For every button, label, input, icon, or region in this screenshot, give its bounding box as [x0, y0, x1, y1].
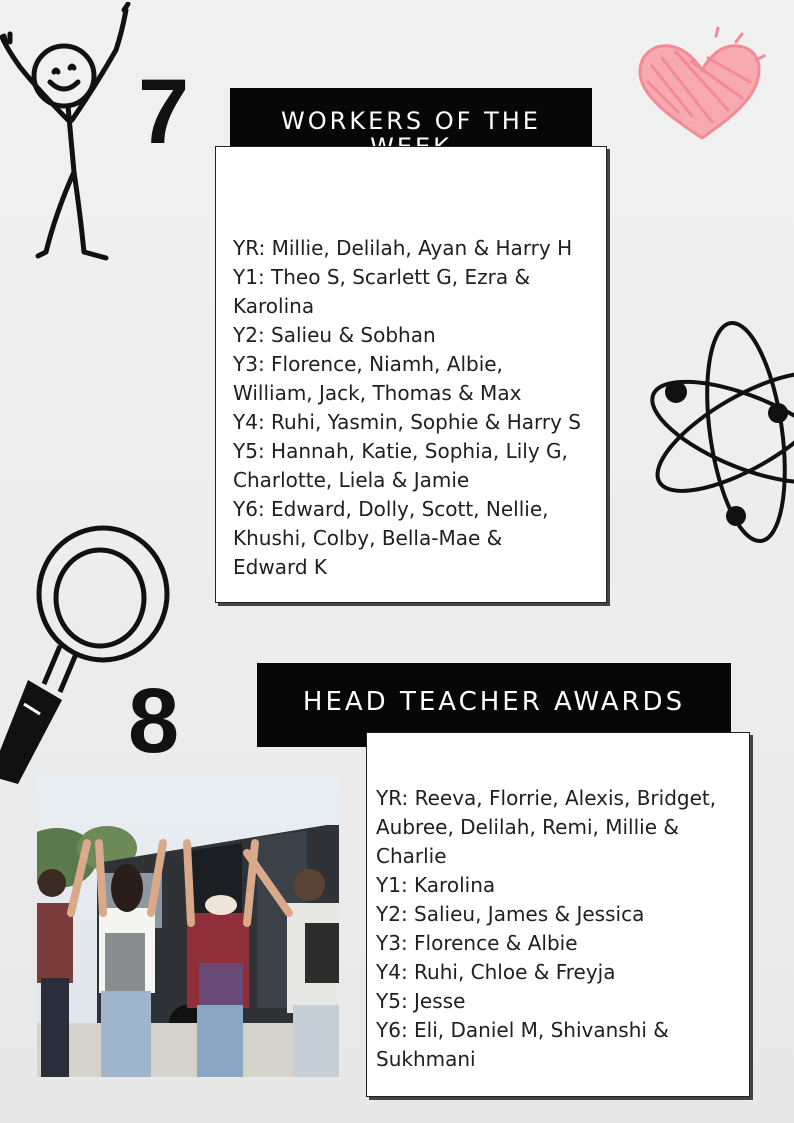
banner-title-line-1: WORKERS OF THE: [281, 107, 541, 135]
head-teacher-awards-title: HEAD TEACHER AWARDS: [302, 687, 686, 717]
section-number-7: 7: [138, 61, 190, 163]
atom-icon: [648, 318, 794, 546]
group-photo: [37, 773, 339, 1077]
section-number-8: 8: [128, 670, 180, 772]
workers-of-the-week-list: YR: Millie, Delilah, Ayan & Harry H Y1: Theo S, Scarlett G, Ezra & Karolina Y2: Salieu & Sobhan Y3: Florence, Niamh, Albie, William, Jack, Thomas & Max Y4: Ruhi, Yasmin, Sophie & Harry S Y5: Hannah, Katie, Sophia, Lily G, Charlotte, Liela & Jamie Y6: Edward, Dolly, Scott, Nellie, Khushi, Colby, Bella-Mae & Edward K: [233, 236, 581, 579]
head-teacher-awards-list: YR: Reeva, Florrie, Alexis, Bridget, Aubree, Delilah, Remi, Millie & Charlie Y1: Karolina Y2: Salieu, James & Jessica Y3: Florence & Albie Y4: Ruhi, Chloe & Freyja Y5: Jesse Y6: Eli, Daniel M, Shivanshi & Sukhmani: [376, 786, 717, 1071]
heart-icon: [632, 26, 772, 146]
stick-figure-icon: [0, 2, 135, 264]
